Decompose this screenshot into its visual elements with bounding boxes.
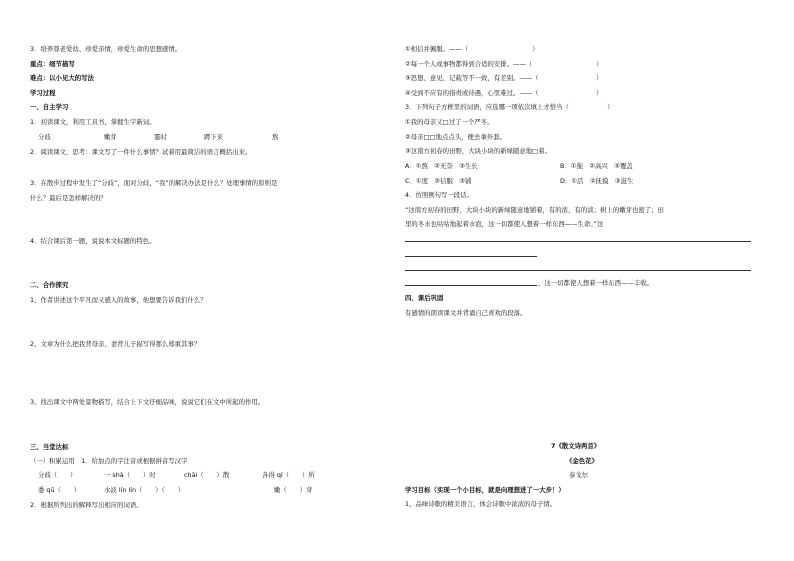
- section-3-title: 三、当堂达标: [30, 443, 69, 451]
- question: 3、找出课文中两处景物描写，结合上下文仔细品味，说说它们在文中所起的作用。: [30, 398, 265, 406]
- example-text: “这南方初春的田野，大块小块的新绿随意地铺着，有的浓，有的淡；树上的嫩芽也密了；田: [405, 206, 664, 214]
- question: 3．在散步过程中发生了“分歧”，面对分歧，“我”的解决办法是什么？处理事情的原则是: [30, 179, 278, 187]
- lesson-title: 7《散文诗两首》: [551, 442, 601, 450]
- answer-line: [405, 256, 537, 257]
- section-1-title: 一、自主学习: [30, 103, 69, 111]
- section-4-text: 有感情的朗读课文并背诵自己喜欢的段落。: [405, 309, 527, 317]
- vocab-word: 霎时: [154, 133, 167, 141]
- question: 1．初读课文，利用工具书，掌握生字新词。: [30, 118, 156, 126]
- vocab-word: 熬: [272, 133, 279, 141]
- vocab-word: 分歧: [38, 133, 51, 141]
- pinyin-item: chāi（ ）散: [184, 471, 230, 479]
- choice-option: A．①熬 ②无奈 ③生长: [405, 162, 478, 170]
- pinyin-item: 一 shà（ ）时: [104, 471, 156, 479]
- answer-line: [405, 270, 751, 271]
- answer-line: [405, 285, 537, 286]
- section-2-title: 二、合作探究: [30, 281, 69, 289]
- question: 3．下列句子方框里的词语，应选哪一项依次填上才恰当（ ）: [405, 103, 614, 111]
- vocab-word: 蹲下来: [204, 133, 224, 141]
- definition: ③思想、意见、记载等不一致，有差别。——（ ）: [405, 74, 603, 82]
- sentence: ②母亲□□地点点头，便去拿外套。: [405, 133, 506, 141]
- pinyin-item: 委 qū（ ）: [38, 486, 81, 494]
- difficulty: 难点：以小见大的写法: [30, 74, 94, 82]
- choice-option: B．①拖 ②高兴 ③覆盖: [560, 162, 633, 170]
- section-4-title: 四、课后巩固: [405, 294, 444, 302]
- author: 泰戈尔: [569, 471, 589, 479]
- process-title: 学习过程: [30, 89, 56, 97]
- question: 2、文章为什么把我背母亲、妻背儿子描写得那么郑重其事？: [30, 340, 201, 348]
- choice-option: D．①活 ②抚摸 ③滋生: [560, 177, 634, 185]
- learning-goal: 1、品味诗歌的精美语言，体会诗歌中浓浓的母子情。: [405, 500, 557, 508]
- sentence: ③这南方初春的田野，大块小块的新绿随意地□着。: [405, 147, 551, 155]
- question: 4．仿照例句写一段话。: [405, 191, 473, 199]
- definition: ④受到不应有的指责或待遇，心里难过。——（ ）: [405, 89, 603, 97]
- question: 2．根据所列出的解释写出相应的词语。: [30, 501, 143, 509]
- question: 4．结合课后第一题，说说本文标题的特色。: [30, 237, 156, 245]
- learning-goal-heading: 学习目标（实现一个小目标，就是向理想进了一大步！）: [405, 486, 565, 494]
- question-continued: 什么？最后是怎样解决的？: [30, 194, 107, 202]
- choice-option: C．①度 ②信服 ③铺: [405, 177, 472, 185]
- definition: ②每一个人或事物都得到合适的安排。——（ ）: [405, 60, 603, 68]
- subsection-title: （一）积累运用 1．给加点的字注音或根据拼音写汉字: [30, 457, 188, 465]
- key-point: 重点：细节描写: [30, 60, 75, 68]
- vocab-word: 嫩芽: [104, 133, 117, 141]
- poem-title: 《金色花》: [566, 457, 598, 465]
- question: 1、作者讲述这个平凡而又感人的故事，他想要告诉我们什么？: [30, 296, 207, 304]
- answer-line: [405, 241, 751, 242]
- example-ending: ，这一切都使人想着一样东西——丰收。: [538, 279, 654, 287]
- definition: ①相信并佩服。——（ ）: [405, 45, 539, 53]
- sentence: ①我的母亲又□过了一个严冬。: [405, 118, 494, 126]
- example-text: 里的冬水也咕咕地起着水泡，这一切都使人想着一样东西——生命。”这: [405, 220, 604, 228]
- question: 2．阅读课文，思考：课文写了一件什么事情？试着用最简洁的语言概括出来。: [30, 148, 252, 156]
- goal-3: 3．培养尊老爱幼、珍爱亲情，珍爱生命的思想感情。: [30, 45, 182, 53]
- pinyin-item: 水波 lín lín（ ）（ ）: [104, 486, 184, 494]
- pinyin-item: 分歧（ ）: [38, 471, 77, 479]
- pinyin-item: 各得 qí（ ）所: [262, 471, 315, 479]
- pinyin-item: 嫩（ ）芽: [274, 486, 313, 494]
